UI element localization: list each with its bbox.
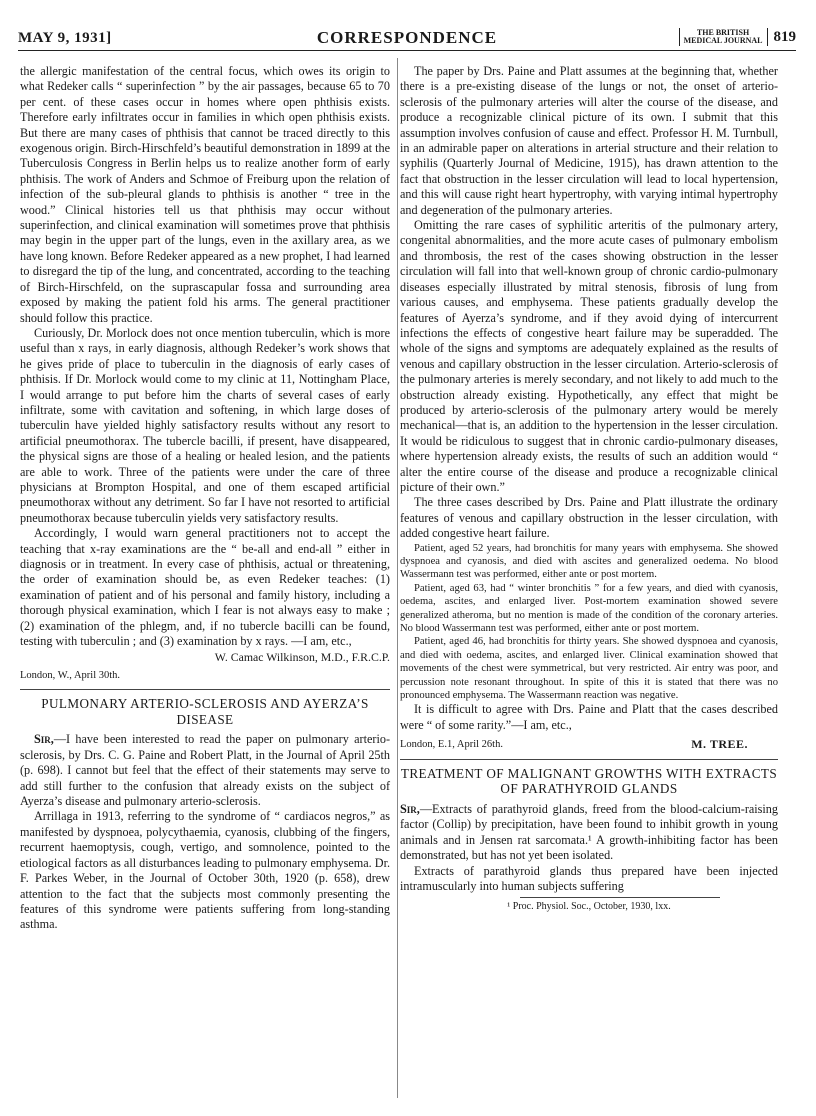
salutation: Sir, — [400, 801, 420, 816]
footnote-rule — [520, 897, 720, 898]
letter2-paragraph-2: Arrillaga in 1913, referring to the syndrome of “ cardiacos negros,” as manifested by dyspnoea, polycythaemia, cyanosis, clubbing of the fingers, recurrent haemoptysis, cough, vertigo, and somnolence, pointed to the etiological factors as all disturbances leading to pulmonary emphysema. Dr. F. Parkes Weber, in the Journal of October 30th, 1920 (p. 658), drew attention to the fact that the subjects most commonly presenting the features of this syndrome were patients suffering from long-standing asthma. — [20, 809, 390, 932]
letter2-heading: PULMONARY ARTERIO-SCLEROSIS AND AYERZA’S DISEASE — [41, 696, 369, 727]
letter3-paragraph-2: Extracts of parathyroid glands thus prepared have been injected intramuscularly into human subjects suffering — [400, 863, 778, 893]
page-number: 819 — [773, 28, 796, 45]
letter3-heading: TREATMENT OF MALIGNANT GROWTHS WITH EXTRACTS OF PARATHYROID GLANDS — [400, 765, 778, 797]
page-header — [18, 28, 796, 51]
letter2-paragraph-1-text: —I have been interested to read the paper on pulmonary arterio-sclerosis, by Drs. C. G. Paine and Robert Platt, in the Journal of April 25th (p. 698). I cannot but feel that the effect of their statements may serve to add still further to the confusion that already exists on the subject of Ayerza’s disease and pulmonary arterio-sclerosis. — [20, 732, 390, 809]
letter1-paragraph-1: the allergic manifestation of the central focus, which owes its origin to what Redeker calls “ superinfection ” by the air passages, because 65 to 70 per cent. of these cases occur in homes where open phthisis exists. Therefore early infiltrates occur in families in which open phthisis exists. But there are many cases of phthisis that cannot be traced directly to this exogenous origin. Birch-Hirschfeld’s beautiful demonstration in 1899 at the Tuberculosis Congress in Berlin helps us to realize another form of early phthisis. The work of Anders and Schmoe of Freiburg upon the relation of infection of the sub-pleural glands to phthisis is another “ tree in the wood.” Clinical histories tell us that phthisis may occur without superinfection, and clinical examination will sometimes prove that phthisis may begin in the upper part of the lungs, even in the axillary area, as we have long known. Before Redeker appeared as a new prophet, I had learned to disregard the tip of the lung, and concentrated, according to the teaching of Birch-Hirschfeld, on the suprascapular fossa and surrounding area exposed by making the patient fold his arms. The general practitioner should follow this practice. — [20, 64, 390, 325]
case-report-1: Patient, aged 52 years, had bronchitis for many years with emphysema. She showed dyspnoea and cyanosis, and died with ascites and generalized oedema. No blood Wassermann test was performed, either ante or post mortem. — [400, 542, 778, 581]
left-column — [20, 64, 390, 933]
letter2-paragraph-1 — [20, 732, 390, 809]
letter1-paragraph-3: Accordingly, I would warn general practitioners not to accept the teaching that x-ray examinations are the “ be-all and end-all ” either in diagnosis or in treatment. In every case of phthisis, actual or threatening, the order of examination should be, as even Redeker teaches: (1) examination of patient and of his personal and family history, including a thorough physical examination, which I fear is not always easy to make ; (2) examination of the phlegm, and, if no tubercle bacilli can be found, testing with tuberculin ; and (3) examination by x rays. —I am, etc., — [20, 526, 390, 649]
section-title: CORRESPONDENCE — [316, 28, 498, 47]
letter1-signature: W. Camac Wilkinson, M.D., F.R.C.P. — [214, 650, 390, 665]
journal-masthead — [679, 28, 796, 46]
letter2-signature: M. TREE. — [691, 737, 748, 752]
letter2-place-date: London, E.1, April 26th. — [400, 739, 503, 751]
separator — [20, 689, 390, 690]
separator — [400, 759, 778, 760]
letter1-paragraph-2: Curiously, Dr. Morlock does not once mention tuberculin, which is more useful than x rays, in early diagnosis, although Redeker’s work shows that he gives pride of place to tuberculin in the diagnosis of early cases of phthisis. If Dr. Morlock would come to my clinic at 11, Nottingham Place, I would arrange to put before him the charts of several cases of early infiltrate, some with cavitation and softening, in which large doses of tuberculin have yielded highly satisfactory results without any resort to artificial pneumothorax. The tubercle bacilli, if present, have disappeared, the physical signs are those of a healing or healed lesion, and the patients are able to work. Three of the patients were under the care of three physicians at Brompton Hospital, and one of them escaped artificial pneumothorax without any detriment. So far I have not resorted to artificial pneumothorax because tuberculin yields very satisfactory results. — [20, 325, 390, 525]
case-report-2: Patient, aged 63, had “ winter bronchitis ” for a few years, and died with cyanosis, oedema, ascites, and enlarged liver. Post-mortem examination showed severe generalized atheroma, but no mention is made of the condition of the coronary arteries. No blood Wassermann test was performed, either ante or post mortem. — [400, 582, 778, 635]
journal-name-line1: THE BRITISH — [696, 28, 750, 37]
letter1-place-date: London, W., April 30th. — [20, 669, 121, 681]
letter2-paragraph-4: Omitting the rare cases of syphilitic arteritis of the pulmonary artery, congenital abnormalities, and the more acute cases of pulmonary embolism and thrombosis, the rest of the cases showing obstruction in the lesser circulation will fall into that well-known group of chronic cardio-pulmonary diseases especially illustrated by mitral stenosis, fibrosis of lung from various causes, and emphysema. These patients gradually develop the features of Ayerza’s syndrome, and if they avoid dying of intercurrent infections the effects of congestive heart failure may be superadded. The whole of the signs and symptoms are adequately explained as the results of venous and capillary obstruction in the lesser circulation. Arterio-sclerosis of the pulmonary arteries is merely secondary, and not likely to add much to the obstruction already existing. Hypothetically, any effect that might be produced by arterio-sclerosis of the pulmonary artery would be merely mechanical—that is, an addition to the hypertension in the lesser circulation. It would be ridiculous to suggest that in chronic cardio-pulmonary diseases, where hypertension already exists, the results of such an addition would “ alter the entire course of the disease and produce a recognizable clinical picture of their own.” — [400, 218, 778, 494]
letter2-signoff — [400, 737, 778, 752]
column-divider — [397, 58, 398, 1098]
case-report-3: Patient, aged 46, had bronchitis for thirty years. She showed dyspnoea and cyanosis, and died with oedema, ascites, and enlarged liver. Clinical examination showed that movements of the chest were symmetrical, but very restricted. Air entry was poor, and percussion note resonant throughout. In spite of this it is stated that there was no pronounced emphysema. The Wassermann reaction was negative. — [400, 636, 778, 702]
journal-name — [679, 28, 768, 46]
right-column — [400, 64, 778, 915]
footnote: ¹ Proc. Physiol. Soc., October, 1930, lxx. — [507, 901, 671, 913]
salutation: Sir, — [34, 732, 54, 747]
issue-date: MAY 9, 1931] — [18, 30, 112, 46]
journal-name-line2: MEDICAL JOURNAL — [683, 36, 763, 45]
letter2-paragraph-5: The three cases described by Drs. Paine and Platt illustrate the ordinary features of venous and capillary obstruction in the lesser circulation, with added congestive heart failure. — [400, 495, 778, 541]
letter2-paragraph-3: The paper by Drs. Paine and Platt assumes at the beginning that, whether there is a pre-existing disease of the lungs or not, the onset of arterio-sclerosis of the pulmonary arteries will alter the course of the disease, and produce a recognizable clinical picture of its own. I submit that this assumption involves confusion of cause and effect. Professor H. M. Turnbull, in an admirable paper on alterations in arterial structure and their relation to syphilis (Quarterly Journal of Medicine, 1915), has drawn attention to the fact that obstruction in the lesser circulation will lead to local hypertension, and this will cause right heart hypertrophy, with varying intimal hypertrophy and degeneration of the pulmonary arteries. — [400, 64, 778, 217]
letter3-paragraph-1 — [400, 802, 778, 864]
letter3-paragraph-1-text: —Extracts of parathyroid glands, freed from the blood-calcium-raising factor (Collip) by precipitation, have been found to inhibit growth in young animals and in Jensen rat sarcomata.¹ A growth-inhibiting factor has been demonstrated, but has not yet been isolated. — [400, 801, 778, 863]
letter2-paragraph-6: It is difficult to agree with Drs. Paine and Platt that the cases described were “ of some rarity.”—I am, etc., — [400, 702, 778, 732]
